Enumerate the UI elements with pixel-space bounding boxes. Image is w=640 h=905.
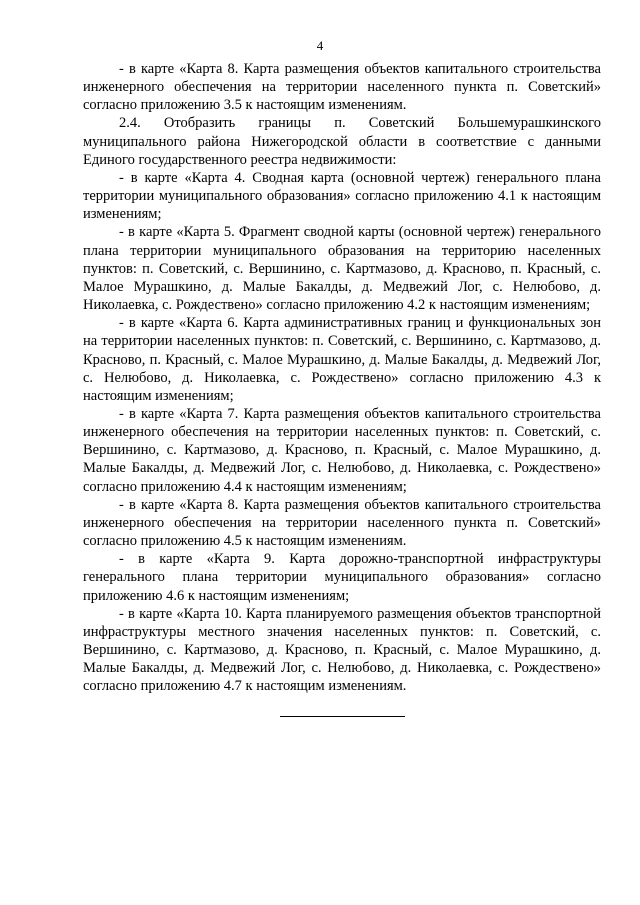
end-separator-line xyxy=(280,716,405,717)
paragraph-map5: - в карте «Карта 5. Фрагмент сводной карты (основной чертеж) генерального плана территории муниципального образования на территорию населенных пунктов: п. Советский, с. Вершинино, с. Картмазово, д. Красново, п. Красный, с. Малое Мурашкино, д. Малые Бакалды, д. Медвежий Лог, с. Нелюбово, д. Николаевка, с. Рождествено» согласно приложению 4.2 к настоящим изменениям; xyxy=(83,224,601,314)
paragraph-map7: - в карте «Карта 7. Карта размещения объектов капитального строительства инженерного обеспечения на территории населенных пунктов: п. Советский, с. Вершинино, с. Картмазово, д. Красново, п. Красный, с. Малое Мурашкино, д. Малые Бакалды, д. Медвежий Лог, с. Нелюбово, д. Николаевка, с. Рождествено» согласно приложению 4.4 к настоящим изменениям; xyxy=(83,405,601,495)
paragraph-map6: - в карте «Карта 6. Карта административных границ и функциональных зон на территории населенных пунктов: п. Советский, с. Вершинино, с. Картмазово, д. Красново, п. Красный, с. Малое Мурашкино, д. Малые Бакалды, д. Медвежий Лог, с. Нелюбово, д. Николаевка, с. Рождествено» согласно приложению 4.3 к настоящим изменениям; xyxy=(83,315,601,404)
paragraph-map8: - в карте «Карта 8. Карта размещения объектов капитального строительства инженерного обеспечения на территории населенного пункта п. Советский» согласно приложению 4.5 к настоящим изменениям. xyxy=(83,496,601,550)
paragraph-map10: - в карте «Карта 10. Карта планируемого размещения объектов транспортной инфраструктуры местного значения населенных пунктов: п. Советский, с. Вершинино, с. Картмазово, д. Красново, п. Красный, с. Малое Мурашкино, д. Малые Бакалды, д. Медвежий Лог, с. Нелюбово, д. Николаевка, с. Рождествено» согласно приложению 4.7 к настоящим изменениям. xyxy=(83,605,601,695)
page-number: 4 xyxy=(316,38,324,53)
document-body xyxy=(83,60,601,695)
paragraph-item-2-4: 2.4. Отобразить границы п. Советский Большемурашкинского муниципального района Нижегородской области в соответствие с данными Единого государственного реестра недвижимости: xyxy=(83,115,601,168)
paragraph-map8-settlement: - в карте «Карта 8. Карта размещения объектов капитального строительства инженерного обеспечения на территории населенного пункта п. Советский» согласно приложению 3.5 к настоящим изменениям. xyxy=(83,61,601,114)
paragraph-map4: - в карте «Карта 4. Сводная карта (основной чертеж) генерального плана территории муниципального образования» согласно приложению 4.1 к настоящим изменениям; xyxy=(83,169,601,223)
paragraph-map9: - в карте «Карта 9. Карта дорожно-транспортной инфраструктуры генерального плана территории муниципального образования» согласно приложению 4.6 к настоящим изменениям; xyxy=(83,551,601,604)
